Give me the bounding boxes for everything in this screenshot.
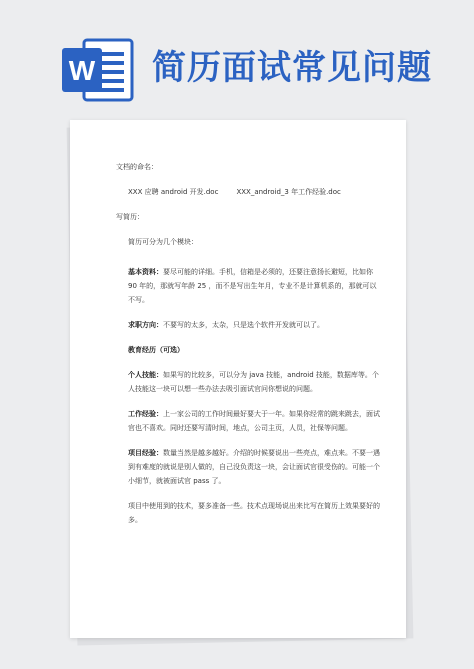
section-title: 个人技能：: [128, 371, 163, 379]
section-education: 教育经历（可选）: [128, 346, 184, 354]
modules-intro: 简历可分为几个模块：: [128, 238, 198, 246]
page-title: 简历面试常见问题: [152, 48, 432, 88]
file-examples: [116, 185, 380, 199]
header: [0, 0, 474, 112]
section-job-direction: [116, 318, 380, 332]
section-project-tech: 项目中使用到的技术，要多准备一些。技术点现场说出来比写在简历上效果要好的多。: [128, 502, 380, 524]
file-example-1: XXX 应聘 android 开发.doc: [128, 188, 219, 196]
section-text: 数量当然是越多越好。介绍的时候要说出一些亮点，难点来。不要一遇到有难度的就说是别人做的，自己没负责这一块，会让面试官很受伤的。可能一个小细节，就被面试官 pass 了。: [128, 449, 380, 485]
section-text: 不要写的太多，太杂，只是选个软件开发就可以了。: [163, 321, 324, 329]
section-title: 工作经验：: [128, 410, 163, 418]
section-text: 要尽可能的详细。手机，信箱是必须的，还要注意扬长避短，比如你 90 年的，那就写年龄 25 ，而不是写出生年月，专业不是计算机系的，那就可以不写。: [128, 268, 377, 304]
section-title: 基本资料：: [128, 268, 163, 276]
section-title: 项目经验：: [128, 449, 163, 457]
section-skills: [116, 368, 380, 396]
section-work-experience: [116, 407, 380, 435]
writing-label: 写简历：: [116, 213, 144, 221]
section-project-experience: [116, 446, 380, 488]
section-basic-info: [116, 265, 380, 307]
section-text: 如果写的比较多，可以分为 java 技能，android 技能，数据库等。个人技能这一块可以想一些办法去吸引面试官问你想说的问题。: [128, 371, 379, 393]
section-title: 求职方向：: [128, 321, 163, 329]
word-logo-letter: W: [68, 55, 96, 86]
naming-label: 文档的命名：: [116, 163, 158, 171]
section-text: 上一家公司的工作时间最好要大于一年。如果你经常的跳来跳去，面试官也不喜欢。同时还要写清时间，地点，公司主页，人员，社保等问题。: [128, 410, 380, 432]
word-doc-icon: [62, 38, 134, 102]
document-body: [116, 160, 380, 527]
file-example-2: XXX_android_3 年工作经验.doc: [236, 188, 341, 196]
